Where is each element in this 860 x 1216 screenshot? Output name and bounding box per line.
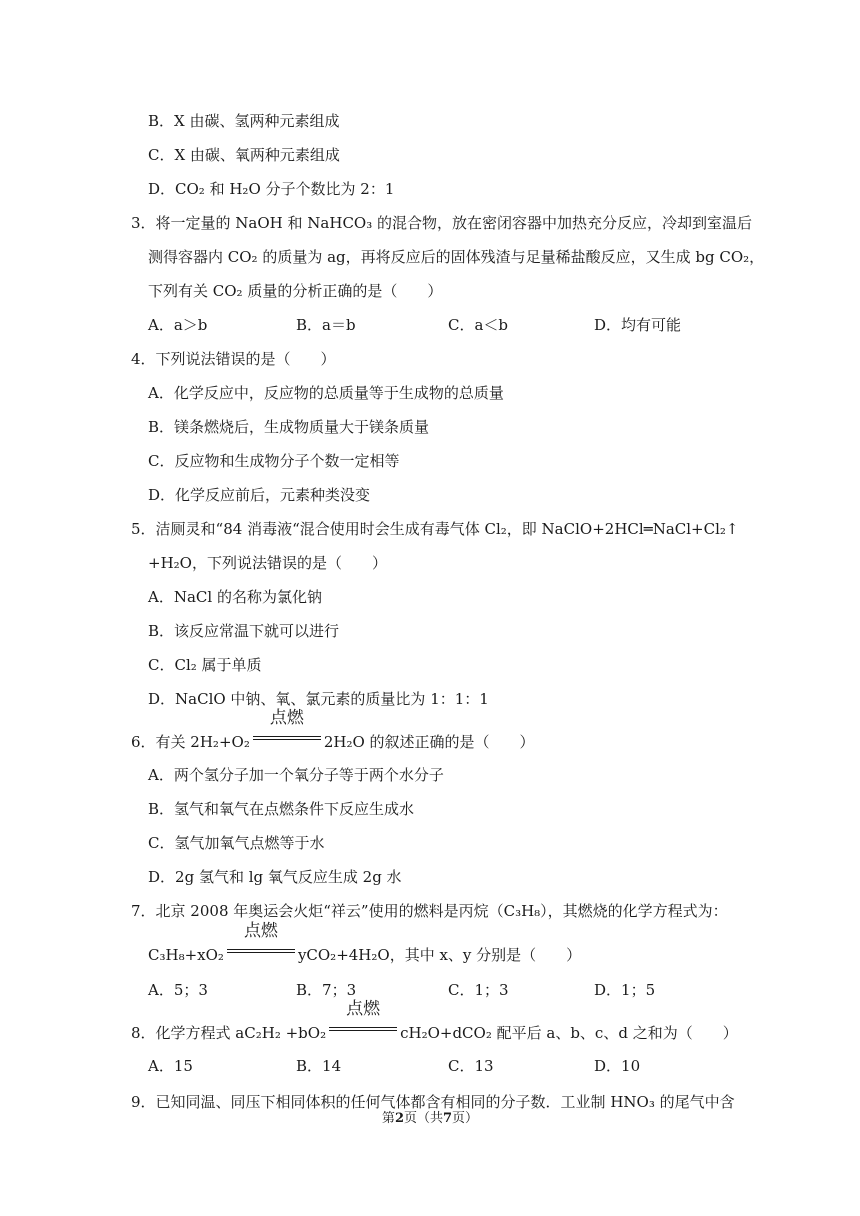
question-4-option-c: C．反应物和生成物分子个数一定相等 [148,452,400,470]
question-7-option-c: C．1；3 [448,981,509,999]
question-3-line-2: 测得容器内 CO₂ 的质量为 ag，再将反应后的固体残渣与足量稀盐酸反应，又生成 bg CO₂， [148,248,765,266]
footer-prefix: 第 [381,1111,395,1126]
question-6-option-b: B．氢气和氧气在点燃条件下反应生成水 [148,800,415,818]
question-5-option-d: D．NaClO 中钠、氧、氯元素的质量比为 1：1：1 [148,690,489,708]
question-6-option-a: A．两个氢分子加一个氧分子等于两个水分子 [148,766,444,784]
question-6-stem-post: 2H₂O 的叙述正确的是（ ） [323,733,535,751]
question-7-option-d: D．1；5 [594,981,656,999]
question-8-option-d: D．10 [594,1057,641,1075]
page-footer [0,1110,860,1128]
question-4-option-b: B．镁条燃烧后，生成物质量大于镁条质量 [148,418,430,436]
question-5-option-c: C．Cl₂ 属于单质 [148,656,262,674]
question-7-option-b: B．7；3 [296,981,357,999]
question-3-option-b: B．a＝b [296,316,356,334]
question-3-option-a: A．a＞b [148,316,208,334]
question-4-stem: 4．下列说法错误的是（ ） [131,350,336,368]
reaction-condition-arrow [251,708,323,747]
question-4-option-d: D．化学反应前后，元素种类没变 [148,486,371,504]
question-7-option-a: A．5；3 [148,981,208,999]
question-4-option-a: A．化学反应中，反应物的总质量等于生成物的总质量 [148,384,504,402]
question-9-line-1: 9．已知同温、同压下相同体积的任何气体都含有相同的分子数．工业制 HNO₃ 的尾气中含 [131,1093,735,1111]
question-8-stem-pre: 8．化学方程式 aC₂H₂ +bO₂ [131,1024,327,1042]
question-8-stem [131,999,738,1043]
question-8-option-a: A．15 [148,1057,193,1075]
question-7-line-1: 7．北京 2008 年奥运会火炬“祥云”使用的燃料是丙烷（C₃H₈），其燃烧的化学方程式为： [131,902,728,920]
question-5-option-a: A．NaCl 的名称为氯化钠 [148,588,322,606]
question-5-line-2: +H₂O，下列说法错误的是（ ） [148,554,387,572]
question-8-option-b: B．14 [296,1057,342,1075]
question-7-eq-post: yCO₂+4H₂O，其中 x、y 分别是（ ） [297,946,582,964]
question-3-line-3: 下列有关 CO₂ 质量的分析正确的是（ ） [148,282,443,300]
question-6-option-d: D．2g 氢气和 lg 氧气反应生成 2g 水 [148,868,402,886]
option-d: D．CO₂ 和 H₂O 分子个数比为 2：1 [148,180,395,198]
question-5-option-b: B．该反应常温下就可以进行 [148,622,340,640]
footer-middle: 页（共 [403,1111,443,1126]
reaction-condition-arrow [225,921,297,960]
question-3-line-1: 3．将一定量的 NaOH 和 NaHCO₃ 的混合物，放在密闭容器中加热充分反应，冷却到室温后 [131,214,753,232]
question-7-eq-pre: C₃H₈+xO₂ [148,946,224,964]
question-6-option-c: C．氢气加氧气点燃等于水 [148,834,325,852]
reaction-condition-label: 点燃 [243,921,278,941]
reaction-condition-label: 点燃 [269,708,304,728]
option-b: B．X 由碳、氢两种元素组成 [148,112,340,130]
question-3-option-d: D．均有可能 [594,316,682,334]
question-6-stem-pre: 6．有关 2H₂+O₂ [131,733,250,751]
question-3-option-c: C．a＜b [448,316,509,334]
footer-suffix: 页） [452,1111,479,1126]
question-5-line-1: 5．洁厕灵和“84 消毒液“混合使用时会生成有毒气体 Cl₂，即 NaClO+2HCl═NaCl+Cl₂↑ [131,520,739,538]
question-8-option-c: C．13 [448,1057,494,1075]
reaction-condition-arrow [327,999,399,1038]
footer-total-pages: 7 [443,1111,453,1126]
question-8-stem-post: cH₂O+dCO₂ 配平后 a、b、c、d 之和为（ ） [400,1024,738,1042]
option-c: C．X 由碳、氧两种元素组成 [148,146,340,164]
reaction-condition-label: 点燃 [346,999,381,1019]
question-6-stem [131,708,535,752]
question-7-equation [148,921,582,965]
footer-page-number: 2 [394,1111,404,1126]
